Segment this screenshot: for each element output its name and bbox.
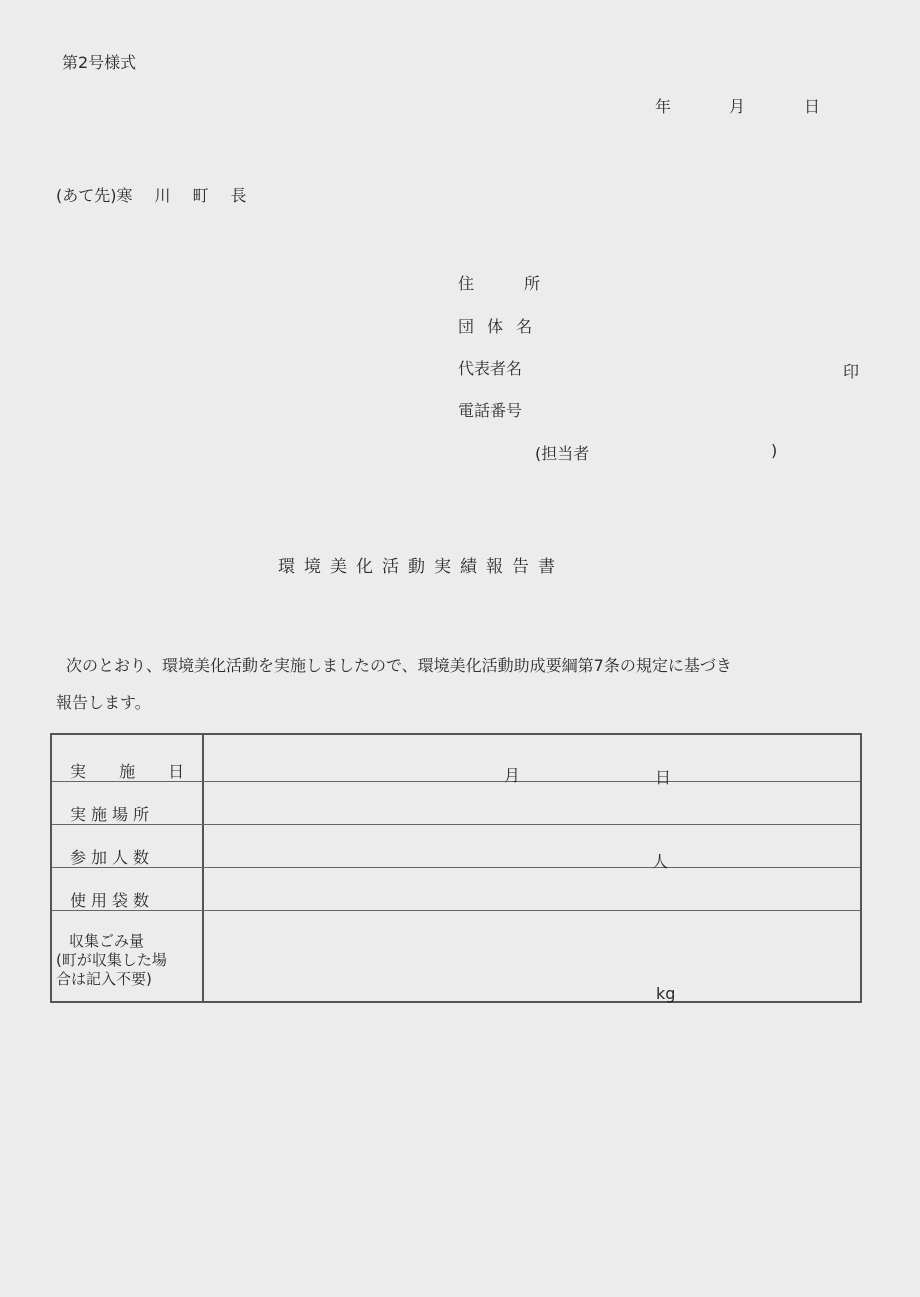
table-row-divider bbox=[52, 867, 860, 868]
table-row-divider bbox=[52, 824, 860, 825]
addressee-prefix: (あて先)寒 bbox=[56, 186, 133, 205]
body-text-line-1: 次のとおり、環境美化活動を実施しましたので、環境美化活動助成要綱第7条の規定に基づき bbox=[66, 656, 732, 675]
row-label-garbage-line: (町が収集した場 bbox=[56, 951, 167, 969]
addressee-char: 町 bbox=[192, 186, 209, 205]
date-month: 月 bbox=[729, 97, 746, 116]
row-label-garbage bbox=[56, 932, 167, 989]
date-line bbox=[0, 94, 920, 118]
contact-open: (担当者 bbox=[535, 444, 590, 463]
contact-close: ) bbox=[771, 441, 778, 460]
row-label-date: 実 施 日 bbox=[70, 762, 199, 781]
row-label-bags: 使用袋数 bbox=[70, 891, 155, 910]
address-label: 住 所 bbox=[458, 274, 547, 293]
representative-label: 代表者名 bbox=[458, 359, 523, 378]
form-number: 第2号様式 bbox=[62, 53, 137, 72]
addressee-char: 長 bbox=[230, 186, 247, 205]
addressee-char: 川 bbox=[154, 186, 171, 205]
row-label-location: 実施場所 bbox=[70, 805, 155, 824]
report-table bbox=[50, 733, 862, 1003]
date-year: 年 bbox=[655, 97, 672, 116]
row-value-month: 月 bbox=[504, 766, 521, 785]
row-value-garbage-unit: kg bbox=[656, 984, 676, 1003]
phone-label: 電話番号 bbox=[458, 401, 523, 420]
document-title: 環境美化活動実績報告書 bbox=[278, 557, 564, 577]
row-value-participants-unit: 人 bbox=[652, 852, 669, 871]
contact-person bbox=[535, 441, 778, 464]
row-label-garbage-line: 収集ごみ量 bbox=[69, 932, 145, 950]
row-label-participants: 参加人数 bbox=[70, 848, 155, 867]
group-name-label: 団 体 名 bbox=[458, 317, 537, 336]
body-text-line-2: 報告します。 bbox=[56, 693, 151, 712]
date-day: 日 bbox=[804, 97, 821, 116]
table-row-divider bbox=[52, 910, 860, 911]
table-column-divider bbox=[202, 735, 204, 1001]
addressee bbox=[56, 183, 247, 206]
row-label-garbage-line: 合は記入不要) bbox=[56, 970, 152, 988]
row-value-day: 日 bbox=[655, 768, 672, 787]
seal-mark: 印 bbox=[843, 362, 860, 381]
